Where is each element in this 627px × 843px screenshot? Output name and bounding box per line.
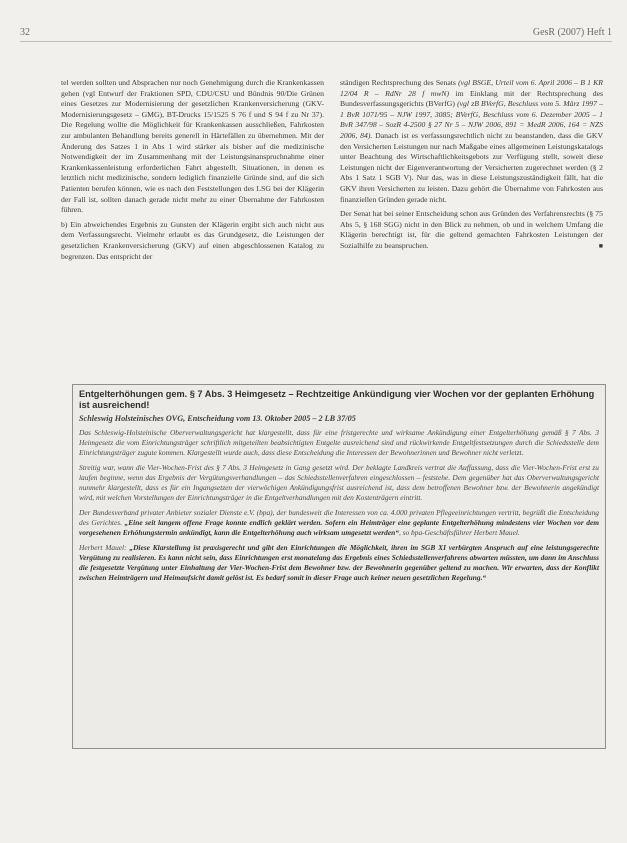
text-run: im Einklang mit der Rechtsprechung des Bundesverfassungsgerichts (BVerfG) bbox=[340, 88, 603, 109]
quote: „Eine seit langem offene Frage konnte endlich geklärt werden. Sofern ein Heimträger eine geplante Entgelterhöhung mindestens vier Wochen vor dem vorgesehenen Erhöhungstermin ankündigt, kann die Entgelterhöhung auch wirksam umgesetzt werden“ bbox=[79, 518, 599, 537]
box-paragraph bbox=[79, 508, 599, 538]
text-run: Der Bundesverband privater Anbieter sozialer Dienste e.V. (bpa), der bundesweit die Interessen von ca. 4.000 privaten Pflegeeinrichtungen vertritt, begrüßt die Entscheidung des Gerichtes. bbox=[79, 508, 599, 527]
text-run: Der Senat hat bei seiner Entscheidung schon aus Gründen des Verfahrensrechts (§ 75 Abs 5, § 168 SGG) nicht in den Blick zu nehmen, ob und in welchem Umfang die Klägerin berechtigt ist, für die geltend gemachten Fahrkosten Leistungen der Sozialhilfe zu beanspruchen. bbox=[340, 209, 603, 250]
box-paragraph bbox=[79, 543, 599, 583]
paragraph: tel werden sollten und Absprachen nur noch Genehmigung durch die Krankenkassen gehen (vgl Entwurf der Fraktionen SPD, CDU/CSU und Bündnis 90/Die Grünen eines Gesetzes zur Modernisierung der gesetzlichen Krankenversicherung (GKV-Modernisierungsgesetz – GMG), BT-Drucks 15/1525 S 76 f und S 94 f zu Nr 37). Die Regelung wollte die Möglichkeit für Krankenkassen ausschließen, Fahrkosten zur ambulanten Behandlung bereits generell in Härtefällen zu übernehmen. Mit der Änderung des Satzes 1 in Abs 1 wird stärker als bisher auf die medizinische Notwendigkeit der im Zusammenhang mit der Leistungsinanspruchnahme einer Krankenkassenleistung erforderlichen Fahrt abgestellt. Situationen, in denen es letztlich nicht medizinische, sondern lediglich finanzielle Gründe sind, auf die sich Patienten berufen können, wie es nach den Feststellungen des LSG bei der Klägerin der Fall ist, sollten danach gerade nicht mehr zu einer Übernahme der Fahrkosten führen. bbox=[61, 78, 324, 215]
page-number: 32 bbox=[20, 27, 30, 38]
text-run: , so bpa-Geschäftsführer Herbert Mauel. bbox=[398, 528, 520, 537]
right-column bbox=[340, 78, 603, 256]
box-paragraph: Streitig war, wann die Vier-Wochen-Frist des § 7 Abs. 3 Heimgesetz in Gang gesetzt wird. Der beklagte Landkreis vertrat die Auffassung, dass die Vier-Wochen-Frist erst zu laufen beginne, wenn das Ergebnis der Vergütungsverhandlungen – das Schiedsstellenverfahren eingeschlossen – feststehe. Dem gegenüber hat das Oberverwaltungsgericht nunmehr klargestellt, dass es für ein Ingangsetzen der vierwöchigen Ankündigungsfrist ausreichend ist, dass dem betroffenen Bewohner bzw. der Bewohnerin angekündigt wird, mit welchen Vorstellungen der Einrichtungsträger in die Entgeltverhandlungen mit den Kostenträgern eintritt. bbox=[79, 463, 599, 502]
paragraph bbox=[340, 209, 603, 251]
left-column bbox=[61, 78, 324, 266]
journal-reference: GesR (2007) Heft 1 bbox=[532, 27, 612, 38]
page-header bbox=[20, 27, 612, 42]
citation: (vgl BSGE, Urteil vom 6. April 2006 – B 1 KR 12/04 R – RdNr 28 f mwN) bbox=[340, 78, 603, 98]
box-subtitle: Schleswig Holsteinisches OVG, Entscheidung vom 13. Oktober 2005 – 2 LB 37/05 bbox=[79, 414, 356, 423]
text-run: Herbert Mauel: bbox=[79, 543, 130, 552]
end-of-article-icon: ■ bbox=[598, 241, 603, 250]
box-paragraph: Das Schleswig-Holsteinische Oberverwaltungsgericht hat klargestellt, dass für eine fristgerechte und wirksame Ankündigung einer Entgelterhöhung gemäß § 7 Abs. 3 Heimgesetz die vom Einrichtungsträger schriftlich mitgeteilten beabsichtigten Entgelte ausreichend sind und rückwirkende Entgeltfestsetzungen durch die Schiedsstelle dem Einrichtungsträger zugute kommen. Klargestellt wurde auch, dass diese Entscheidung die Interessen der Bewohnerinnen und Bewohner nicht verletzt. bbox=[79, 428, 599, 457]
quote: „Diese Klarstellung ist praxisgerecht und gibt den Einrichtungen die Möglichkeit, ihren im SGB XI verbürgten Anspruch auf eine leistungsgerechte Vergütung zu realisieren. Es kann nicht sein, dass Einrichtungen erst monatelang das Ergebnis eines Schiedsstellenverfahrens abwarten müssten, um dann im Anschluss die festgesetzte Vergütung unter Einhaltung der Vier-Wochen-Frist dem Bewohner bzw. der Bewohnerin gegenüber geltend zu machen. Wir erwarten, dass der Konflikt zwischen Heimträgern und Heimaufsicht damit gelöst ist. Es bedarf somit in dieser Frage auch keiner neuen gesetzlichen Regelung.“ bbox=[79, 543, 599, 582]
paragraph: b) Ein abweichendes Ergebnis zu Gunsten der Klägerin ergibt sich auch nicht aus dem Verfassungsrecht. Vielmehr erlaubt es das Grundgesetz, die Leistungen der gesetzlichen Krankenversicherung (GKV) auf einen abgeschlossenen Katalog zu begrenzen. Das entspricht der bbox=[61, 219, 324, 261]
box-title: Entgelterhöhungen gem. § 7 Abs. 3 Heimgesetz – Rechtzeitige Ankündigung vier Wochen vor der geplanten Erhöhung ist ausreichend! bbox=[79, 389, 595, 410]
text-run: Danach ist es verfassungsrechtlich nicht zu beanstanden, dass die GKV den Versicherten Leistungen nur nach Maßgabe eines allgemeinen Leistungskatalogs unter Beachtung des Wirtschaftlichkeitsgebots zur Verfügung stellt, soweit diese Leistungen nicht der Eigenverantwortung der Versicherten zugerechnet werden (§ 2 Abs 1 Satz 1 SGB V). Nur das, was in diese Leistungszuständigkeit fällt, hat die GKV ihren Versicherten zu leisten. Dazu gehört die Übernahme von Fahrkosten aus finanziellen Gründen gerade nicht. bbox=[340, 130, 603, 204]
citation: (vgl zB BVerfG, Beschluss vom 5. März 1997 – 1 BvR 1071/95 – NJW 1997, 3085; BVerfG, Beschluss vom 6. Dezember 2005 – 1 BvR 347/98 – SozR 4-2500 § 27 Nr 5 – NJW 2006, 891 = MedR 2006, 164 = NZS 2006, 84). bbox=[340, 99, 603, 140]
paragraph bbox=[340, 78, 603, 205]
text-run: ständigen Rechtsprechung des Senats bbox=[340, 78, 459, 87]
press-release-box bbox=[72, 384, 606, 749]
